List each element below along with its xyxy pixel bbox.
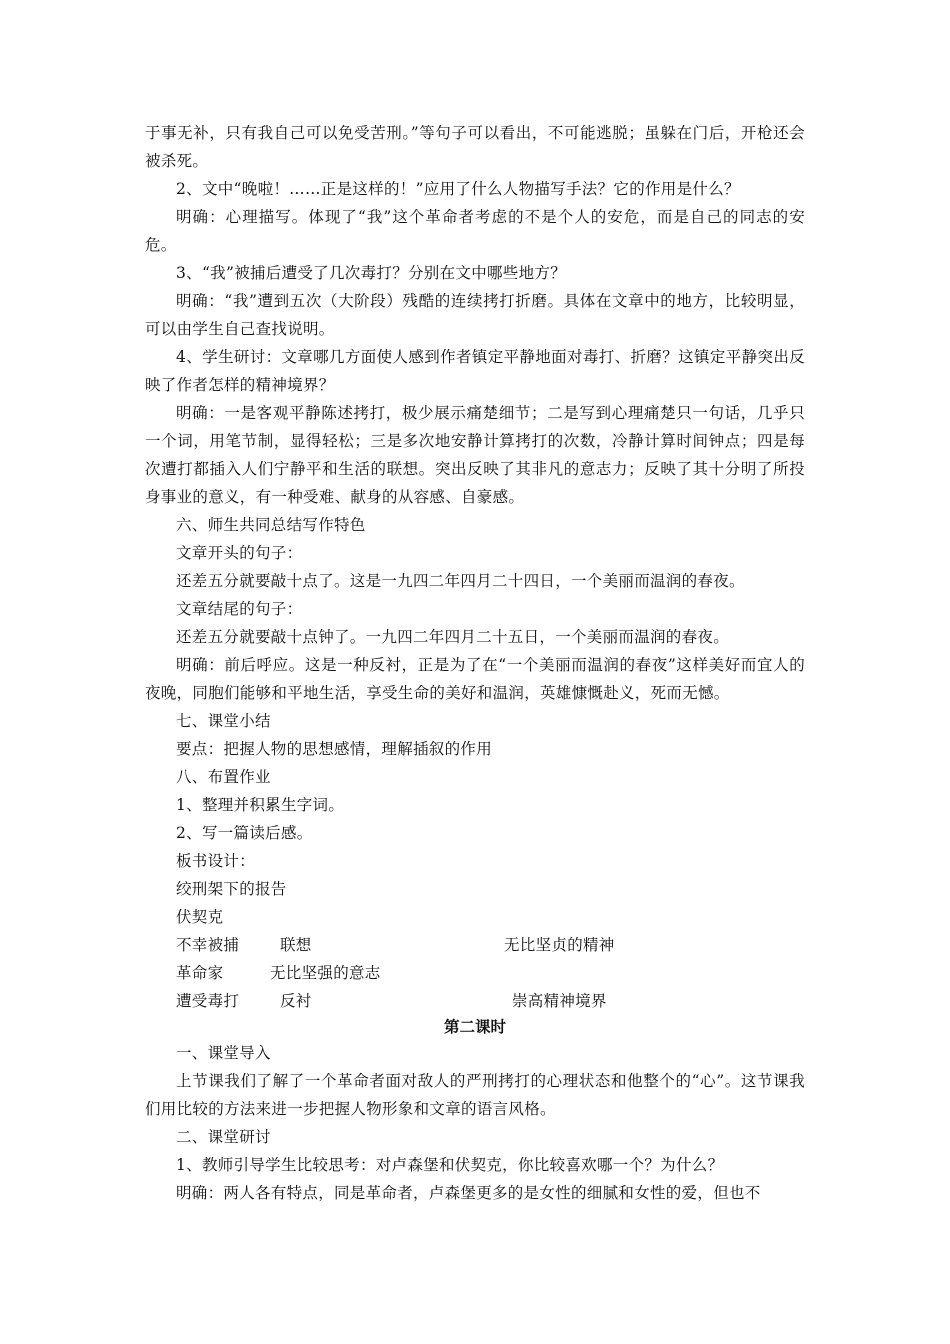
section-1-heading: 一、课堂导入 [176,1044,271,1062]
board-row-3-col-3: 崇高精神境界 [512,992,607,1010]
homework-1: 1、整理并积累生字词。 [176,796,345,814]
question-2: 2、文中“晚啦！……正是这样的！”应用了什么人物描写手法？它的作用是什么？ [176,180,740,198]
answer-4: 明确：一是客观平静陈述拷打，极少展示痛楚细节；二是写到心理痛楚只一句话，几乎只一个词，用笔节制，显得轻松；三是多次地安静计算拷打的次数，冷静计算时间钟点；四是每次遭打都插入人们宁静平和生活的联想。突出反映了其非凡的意志力；反映了其十分明了所投身事业的意义，有一种受难、献身的从容感、自豪感。 [145,404,805,506]
closing-sentence: 还差五分就要敲十点钟了。一九四二年四月二十五日，一个美丽而温润的春夜。 [176,628,730,646]
board-row-1-col-2: 联想 [280,936,312,954]
section-8-heading: 八、布置作业 [176,768,271,786]
answer-2: 明确：心理描写。体现了“我”这个革命者考虑的不是个人的安危，而是自己的同志的安危。 [145,208,805,254]
board-author: 伏契克 [176,908,224,926]
section-2-heading: 二、课堂研讨 [176,1128,271,1146]
lesson-2-heading: 第二课时 [443,1018,506,1036]
board-row-2-col-1: 革命家 [176,964,224,982]
question-4: 4、学生研讨：文章哪几方面使人感到作者镇定平静地面对毒打、折磨？这镇定平静突出反映了作者怎样的精神境界？ [145,348,805,394]
opening-sentence: 还差五分就要敲十点了。这是一九四二年四月二十四日，一个美丽而温润的春夜。 [176,572,745,590]
key-point: 要点：把握人物的思想感情，理解插叙的作用 [176,740,493,758]
paragraph-continued: 于事无补，只有我自己可以免受苦刑。”等句子可以看出，不可能逃脱；虽躲在门后，开枪还会被杀死。 [145,124,805,170]
closing-label: 文章结尾的句子： [176,600,303,618]
board-row-3-col-2: 反衬 [280,992,312,1010]
section-7-heading: 七、课堂小结 [176,712,271,730]
answer-3: 明确：“我”遭到五次（大阶段）残酷的连续拷打折磨。具体在文章中的地方，比较明显，可以由学生自己查找说明。 [145,292,805,338]
board-design-label: 板书设计： [176,852,256,870]
comparison-question: 1、教师引导学生比较思考：对卢森堡和伏契克，你比较喜欢哪一个？为什么？ [176,1156,724,1174]
opening-label: 文章开头的句子： [176,544,303,562]
board-row-1-col-3: 无比坚贞的精神 [504,936,615,954]
homework-2: 2、写一篇读后感。 [176,824,313,842]
answer-closing: 明确：前后呼应。这是一种反衬，正是为了在“一个美丽而温润的春夜”这样美好而宜人的夜晚，同胞们能够和平地生活，享受生命的美好和温润，英雄慷慨赴义，死而无憾。 [145,656,805,702]
board-title: 绞刑架下的报告 [176,880,287,898]
board-row-3-col-1: 遭受毒打 [176,992,240,1010]
board-row-1-col-1: 不幸被捕 [176,936,240,954]
section-6-heading: 六、师生共同总结写作特色 [176,516,366,534]
question-3: 3、“我”被捕后遭受了几次毒打？分别在文中哪些地方？ [176,264,567,282]
board-row-2-col-2: 无比坚强的意志 [270,964,381,982]
intro-paragraph: 上节课我们了解了一个革命者面对敌人的严刑拷打的心理状态和他整个的“心”。这节课我们用比较的方法来进一步把握人物形象和文章的语言风格。 [145,1072,805,1118]
comparison-answer: 明确：两人各有特点，同是革命者，卢森堡更多的是女性的细腻和女性的爱，但也不 [176,1184,761,1202]
